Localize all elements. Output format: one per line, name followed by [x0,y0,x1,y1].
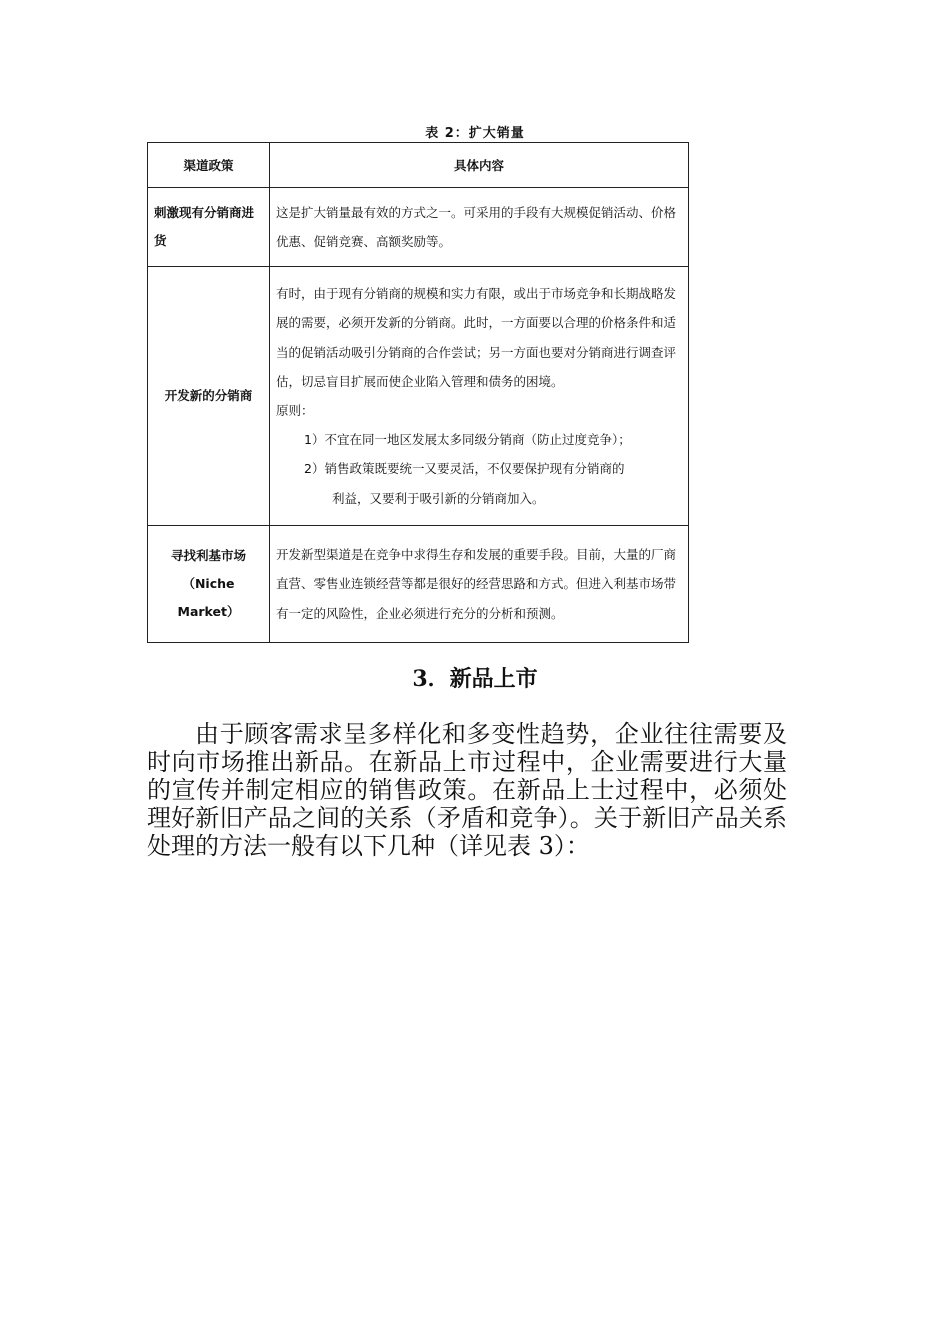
row-content-cell: 开发新型渠道是在竞争中求得生存和发展的重要手段。目前，大量的厂商直营、零售业连锁经营等都是很好的经营思路和方式。但进入利基市场带有一定的风险性，企业必须进行充分的分析和预测。 [270,526,689,643]
table-row [148,188,689,267]
policy-name-english: （Niche Market） [177,576,240,619]
policy-name: 寻找利基市场 [170,548,246,563]
principle-item: 2）销售政策既要统一又要灵活，不仅要保护现有分销商的 [304,461,625,477]
column-header-policy: 渠道政策 [148,143,270,188]
content-paragraph: 有时，由于现有分销商的规模和实力有限，或出于市场竞争和长期战略发展的需要，必须开发新的分销商。此时，一方面要以合理的价格条件和适当的促销活动吸引分销商的合作尝试；另一方面也要对分销商进行调查评估，切忌盲目扩展而使企业陷入管理和债务的困境。 [276,286,677,389]
principle-item: 1）不宜在同一地区发展太多同级分销商（防止过度竞争）； [304,432,631,448]
row-policy-cell: 开发新的分销商 [148,267,270,526]
row-policy-cell: 刺激现有分销商进货 [148,188,270,267]
column-header-content: 具体内容 [270,143,689,188]
section-paragraph: 由于顾客需求呈多样化和多变性趋势，企业往往需要及时向市场推出新品。在新品上市过程中，企业需要进行大量的宣传并制定相应的销售政策。在新品上士过程中，必须处理好新旧产品之间的关系（矛盾和竞争）。关于新旧产品关系处理的方法一般有以下几种（详见表 3）： [147,720,787,860]
section-heading: 3．新品上市 [412,666,538,692]
row-policy-cell [148,526,270,643]
table-row [148,526,689,643]
principles-label: 原则： [276,403,314,418]
table-row [148,267,689,526]
table-header-row [148,143,689,188]
channel-policy-table [147,142,689,643]
row-content-cell [270,267,689,526]
principle-item-continued: 利益，又要利于吸引新的分销商加入。 [332,490,545,506]
table-caption: 表 2：扩大销量 [425,126,525,141]
row-content-cell: 这是扩大销量最有效的方式之一。可采用的手段有大规模促销活动、价格优惠、促销竞赛、高额奖励等。 [270,188,689,267]
